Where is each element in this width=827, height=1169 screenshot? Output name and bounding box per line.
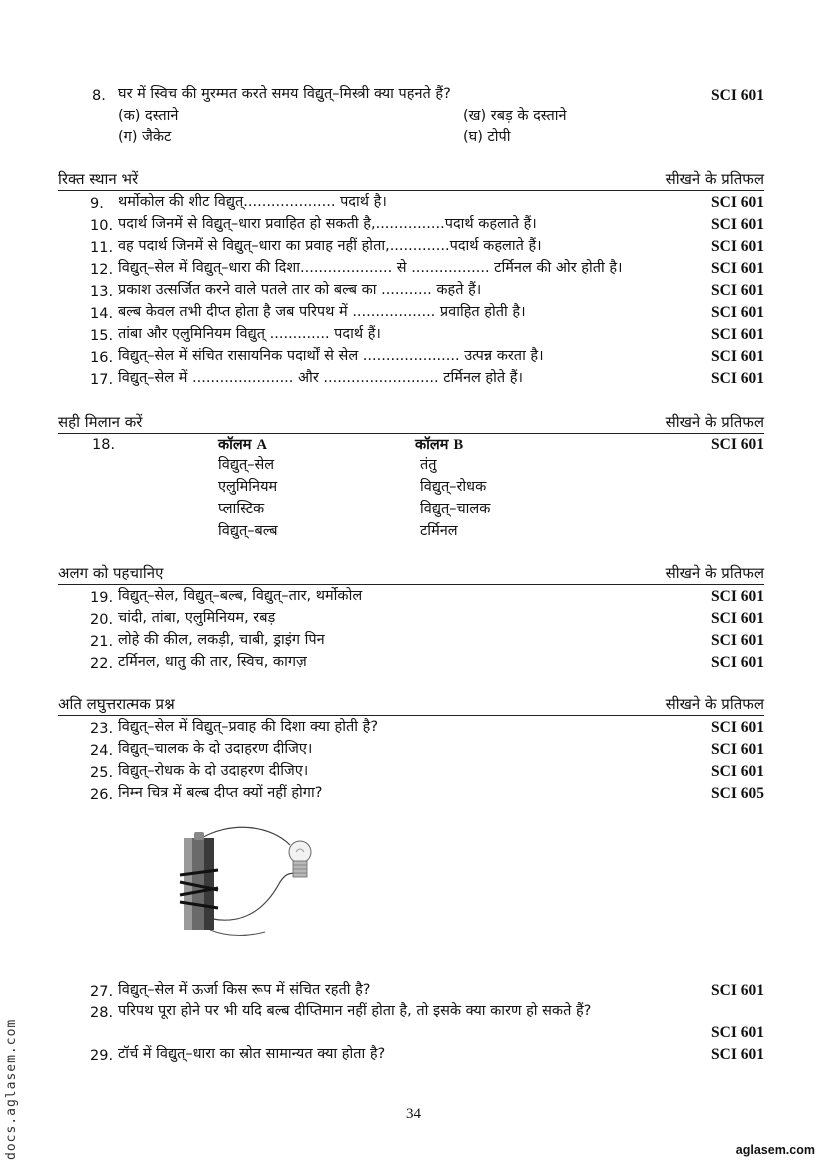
section-title: अति लघुत्तरात्मक प्रश्न [58,695,175,713]
question-text: प्रकाश उत्सर्जित करने वाले पतले तार को बल्ब का ........... कहते हैं। [118,282,482,298]
column-a-item: विद्युत्–सेल [218,457,275,473]
question-8-text: घर में स्विच की मुरम्मत करते समय विद्युत्–मिस्त्री क्या पहनते हैं? [118,86,451,102]
section-title: अलग को पहचानिए [58,564,164,582]
learning-outcome-code: SCI 601 [711,282,764,299]
question-text: विद्युत्–सेल, विद्युत्–बल्ब, विद्युत्–तार, थर्मोकोल [118,588,363,604]
question-number: 27. [90,984,114,1000]
learning-outcome-code: SCI 601 [711,370,764,387]
question-number: 11. [90,240,114,256]
watermark: docs.aglasem.com [4,1018,19,1160]
section-header-fill-blanks [58,168,764,191]
question-text: वह पदार्थ जिनमें से विद्युत्–धारा का प्रवाह नहीं होता,.............पदार्थ कहलाते हैं। [118,238,542,254]
column-b-item: टर्मिनल [420,523,458,539]
question-text: थर्मोकोल की शीट विद्युत्.................... पदार्थ है। [118,194,387,210]
column-b-word: कॉलम [415,437,449,453]
column-a-letter: A [256,437,267,453]
question-text: विद्युत्–सेल में विद्युत्–धारा की दिशा.................... से ................. टर्मिनल की ओर होती है। [118,260,623,276]
question-number: 10. [90,218,114,234]
learning-outcome-code: SCI 601 [711,260,764,277]
question-number: 13. [90,284,114,300]
column-a-item: एलुमिनियम [218,479,278,495]
question-text: लोहे की कील, लकड़ी, चाबी, ड्राइंग पिन [118,632,325,648]
learning-outcome-code: SCI 605 [711,785,764,802]
question-number: 14. [90,306,114,322]
question-text: तांबा और एलुमिनियम विद्युत् ............. पदार्थ हैं। [118,326,381,342]
learning-outcome-code: SCI 601 [711,610,764,627]
learning-outcome-code: SCI 601 [711,326,764,343]
question-text: विद्युत्–सेल में विद्युत्–प्रवाह की दिशा क्या होती है? [118,719,379,735]
question-text: बल्ब केवल तभी दीप्त होता है जब परिपथ में .................. प्रवाहित होती है। [118,304,526,320]
learning-outcome-code: SCI 601 [711,741,764,758]
column-a-heading [218,434,267,454]
learning-outcome-code: SCI 601 [711,654,764,671]
column-b-item: तंतु [420,457,437,473]
question-number: 20. [90,612,114,628]
question-18-number: 18. [92,437,116,453]
section-title: रिक्त स्थान भरें [58,170,139,188]
wire-end [210,930,265,936]
question-8-option-a: (क) दस्ताने [118,108,179,124]
question-8-option-c: (ग) जैकेट [118,129,172,145]
column-a-item: प्लास्टिक [218,501,265,517]
section-outcome-label: सीखने के प्रतिफल [665,413,764,431]
page-number: 34 [406,1106,421,1122]
question-text: विद्युत्–रोधक के दो उदाहरण दीजिए। [118,763,309,779]
question-8-code: SCI 601 [711,87,764,104]
question-text: टर्मिनल, धातु की तार, स्विच, कागज़ [118,654,307,670]
column-b-item: विद्युत्–चालक [420,501,491,517]
question-number: 23. [90,721,114,737]
question-text: टॉर्च में विद्युत्–धारा का स्रोत सामान्यत क्या होता है? [118,1046,386,1062]
question-text: परिपथ पूरा होने पर भी यदि बल्ब दीप्तिमान नहीं होता है, तो इसके क्या कारण हो सकते हैं? [118,1003,592,1019]
brand-logo: aglasem.com [735,1143,815,1157]
question-number: 15. [90,328,114,344]
question-number: 16. [90,350,114,366]
learning-outcome-code: SCI 601 [711,719,764,736]
question-number: 22. [90,656,114,672]
question-number: 29. [90,1048,114,1064]
column-a-item: विद्युत्–बल्ब [218,523,278,539]
learning-outcome-code: SCI 601 [711,216,764,233]
question-8-option-b: (ख) रबड़ के दस्ताने [463,108,567,124]
learning-outcome-code: SCI 601 [711,982,764,999]
section-header-very-short [58,693,764,716]
bulb-icon [289,841,311,863]
section-header-match [58,411,764,434]
question-number: 9. [90,196,104,212]
section-title: सही मिलान करें [58,413,143,431]
learning-outcome-code: SCI 601 [711,1046,764,1063]
section-outcome-label: सीखने के प्रतिफल [665,564,764,582]
learning-outcome-code: SCI 601 [711,238,764,255]
section-outcome-label: सीखने के प्रतिफल [665,695,764,713]
question-text: निम्न चित्र में बल्ब दीप्त क्यों नहीं होगा? [118,785,323,801]
column-b-item: विद्युत्–रोधक [420,479,487,495]
learning-outcome-code: SCI 601 [711,304,764,321]
learning-outcome-code: SCI 601 [711,588,764,605]
section-header-odd-one-out [58,562,764,585]
question-number: 19. [90,590,114,606]
question-8-number: 8. [92,88,106,104]
learning-outcome-code: SCI 601 [711,348,764,365]
question-18-code: SCI 601 [711,436,764,453]
question-text: विद्युत्–चालक के दो उदाहरण दीजिए। [118,741,313,757]
question-text: विद्युत्–सेल में संचित रासायनिक पदार्थों से सेल ..................... उत्पन्न करता है। [118,348,544,364]
question-text: विद्युत्–सेल में ...................... और ......................... टर्मिनल होते हैं। [118,370,523,386]
question-8-option-d: (घ) टोपी [463,129,511,145]
question-number: 12. [90,262,114,278]
battery-bulb-figure [170,820,340,950]
question-number: 21. [90,634,114,650]
question-number: 26. [90,787,114,803]
section-outcome-label: सीखने के प्रतिफल [665,170,764,188]
column-a-word: कॉलम [218,437,252,453]
learning-outcome-code: SCI 601 [711,1024,764,1041]
learning-outcome-code: SCI 601 [711,194,764,211]
question-number: 28. [90,1005,114,1021]
question-text: पदार्थ जिनमें से विद्युत्–धारा प्रवाहित हो सकती है,...............पदार्थ कहलाते हैं। [118,216,537,232]
learning-outcome-code: SCI 601 [711,632,764,649]
column-b-heading [415,434,463,454]
question-number: 25. [90,765,114,781]
question-number: 24. [90,743,114,759]
learning-outcome-code: SCI 601 [711,763,764,780]
question-text: चांदी, तांबा, एलुमिनियम, रबड़ [118,610,276,626]
question-number: 17. [90,372,114,388]
column-b-letter: B [453,437,464,453]
question-text: विद्युत्–सेल में ऊर्जा किस रूप में संचित रहती है? [118,982,371,998]
